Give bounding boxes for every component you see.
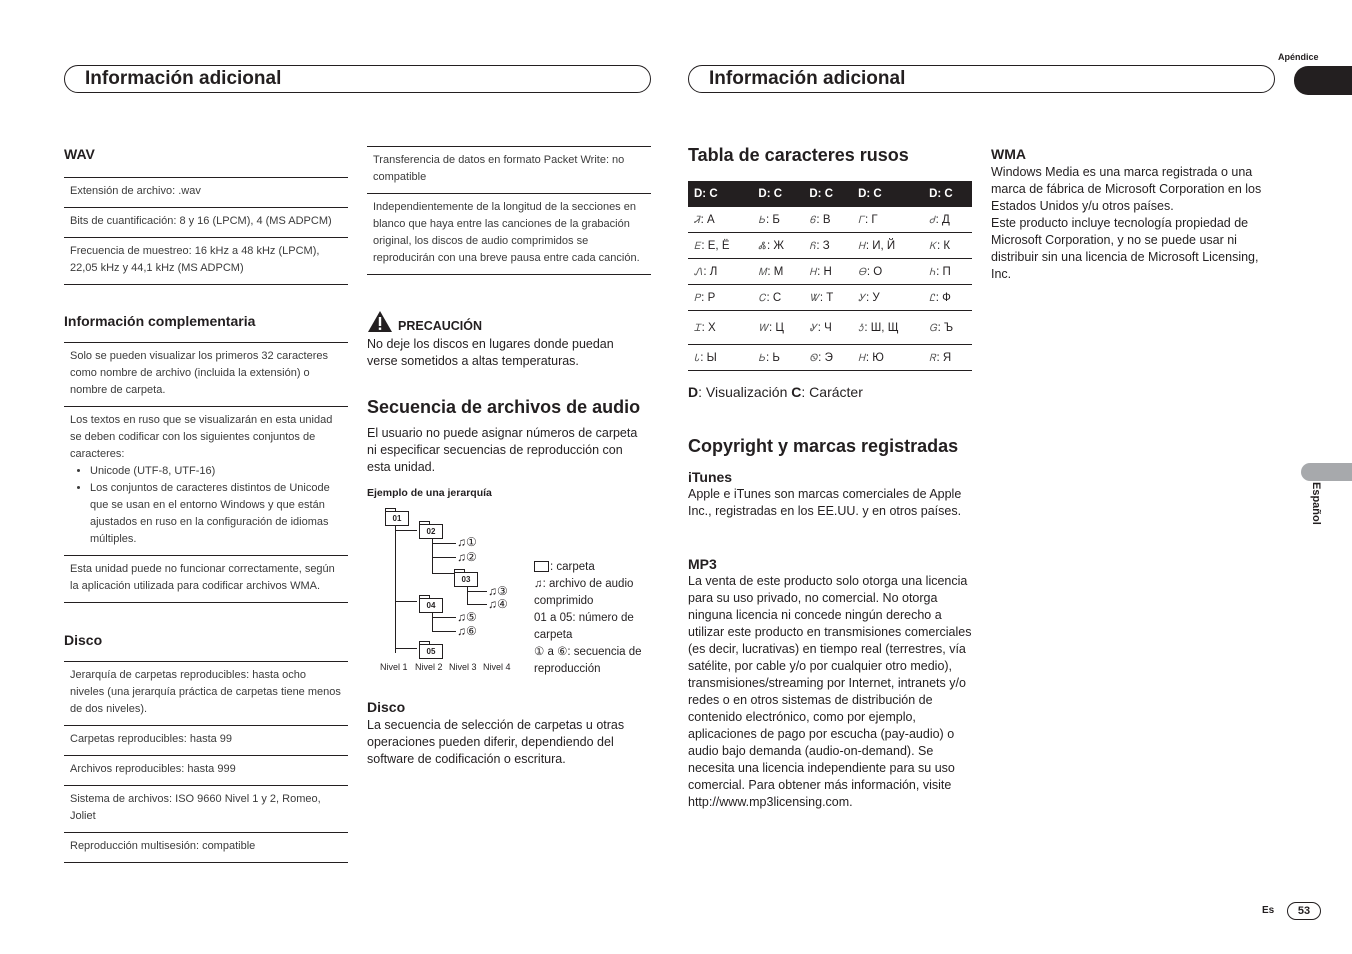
copyright-heading: Copyright y marcas registradas xyxy=(688,436,959,456)
column-header: D: C xyxy=(688,181,752,207)
display-glyph: Ꮃ xyxy=(758,322,769,334)
legend-c: C xyxy=(791,384,802,400)
table-cell: Ꮖ: Х xyxy=(688,311,752,345)
mp3-heading: MP3 xyxy=(688,556,717,572)
music-note-icon: ♫ xyxy=(457,550,466,564)
legend-c-text: : Carácter xyxy=(801,384,863,400)
display-glyph: Ꮲ xyxy=(694,292,701,304)
display-glyph: Ꮾ xyxy=(809,214,816,226)
disco-left-heading: Disco xyxy=(64,632,103,648)
section-label: Apéndice xyxy=(1278,52,1319,62)
table-cell: Ꮍ: Ч xyxy=(803,311,852,345)
cyrillic-char: Я xyxy=(942,351,952,364)
cyrillic-char: П xyxy=(942,265,951,278)
table-row: Carpetas reproducibles: hasta 99 xyxy=(64,726,348,756)
display-glyph: Ꮌ xyxy=(858,322,864,334)
table-cell: Ꮾ: В xyxy=(803,207,852,233)
table-row xyxy=(688,345,972,371)
table-cell: Ꭹ: У xyxy=(852,285,923,311)
legend-item: ① a ⑥: secuencia de reproducción xyxy=(534,646,642,675)
list-item: • Los conjuntos de caracteres distintos de Unicode que se usan en el entorno Windows y que están ajustados en ruso en la configuración de idiomas múltiples. xyxy=(90,480,342,548)
cyrillic-char: Ф xyxy=(942,291,951,304)
table-row xyxy=(688,259,972,285)
cyrillic-char: Т xyxy=(826,291,834,304)
table-cell: Ꮭ: Ф xyxy=(923,285,972,311)
column-header: D: C xyxy=(852,181,923,207)
display-glyph: Ꮭ xyxy=(929,292,935,304)
table-cell: Ꮯ: С xyxy=(752,285,803,311)
table-row: Solo se pueden visualizar los primeros 32 caracteres como nombre de archivo (incluida la extensión) o nombre de carpeta. xyxy=(64,343,348,407)
warning-icon xyxy=(367,310,393,333)
display-glyph: Ꮷ xyxy=(929,214,935,226)
wav-heading: WAV xyxy=(64,146,95,162)
legend-item: 01 a 05: número de carpeta xyxy=(534,612,634,641)
russian-legend xyxy=(688,384,863,400)
cyrillic-char: К xyxy=(943,239,951,252)
mp3-link[interactable]: http://www.mp3licensing.com. xyxy=(688,795,853,809)
display-glyph: Ꮋ xyxy=(858,352,865,364)
track-number: ④ xyxy=(497,597,508,611)
table-cell: Ꮎ: О xyxy=(852,259,923,285)
secuencia-heading: Secuencia de archivos de audio xyxy=(367,397,641,417)
itunes-heading: iTunes xyxy=(688,469,733,485)
display-glyph: Ꮑ xyxy=(694,266,703,278)
cyrillic-char: Д xyxy=(942,213,950,226)
table-cell: Ꮁ: Г xyxy=(852,207,923,233)
table-row: Bits de cuantificación: 8 y 16 (LPCM), 4 (MS ADPCM) xyxy=(64,208,348,238)
table-row: Reproducción multisesión: compatible xyxy=(70,840,256,852)
track-2 xyxy=(457,550,477,564)
cyrillic-char: Н xyxy=(823,265,832,278)
disco-mid-text: La secuencia de selección de carpetas u otras operaciones pueden diferir, dependiendo del software de codificación o escritura. xyxy=(367,718,625,766)
table-row xyxy=(688,207,972,233)
left-page-title: Información adicional xyxy=(85,68,282,89)
bullet-list xyxy=(70,463,342,548)
language-label: Español xyxy=(1310,482,1322,525)
table-row: Jerarquía de carpetas reproducibles: hasta ocho niveles (una jerarquía práctica de carpetas tiene menos de dos niveles). xyxy=(64,662,348,726)
cyrillic-char: С xyxy=(772,291,782,304)
wma-heading: WMA xyxy=(991,146,1026,162)
track-3 xyxy=(488,584,508,598)
hierarchy-diagram xyxy=(378,505,528,680)
folder-icon: 05 xyxy=(419,644,443,659)
cyrillic-char: Х xyxy=(707,321,716,334)
table-cell: Ꭼ: Е, Ё xyxy=(688,233,752,259)
music-note-icon: ♫ xyxy=(457,624,466,638)
display-glyph: Ꮨ xyxy=(694,214,700,226)
cyrillic-char: В xyxy=(822,213,831,226)
column-header: D: C xyxy=(803,181,852,207)
itunes-text: Apple e iTunes son marcas comerciales de Apple Inc., registradas en los EE.UU. y en otros países. xyxy=(688,487,962,518)
right-title-pill xyxy=(688,65,1275,93)
cyrillic-char: Ъ xyxy=(944,321,954,334)
table-cell: Ꮐ: Ъ xyxy=(923,311,972,345)
table-cell: Ꮟ: Б xyxy=(752,207,803,233)
cyrillic-char: Е, Ё xyxy=(707,239,730,252)
display-glyph: Ꮇ xyxy=(758,266,767,278)
track-4 xyxy=(488,597,508,611)
display-glyph: Ꮟ xyxy=(758,214,765,226)
info-comp-table xyxy=(64,342,348,603)
table-row: Extensión de archivo: .wav xyxy=(64,178,348,208)
display-glyph: Ꮋ xyxy=(809,266,817,278)
table-row xyxy=(688,233,972,259)
diagram-legend xyxy=(534,559,649,678)
cyrillic-char: Ч xyxy=(824,321,832,334)
display-glyph: Ꮖ xyxy=(694,322,701,334)
table-cell: Ꮨ: А xyxy=(688,207,752,233)
table-cell: Ꮬ: Ж xyxy=(752,233,803,259)
language-tab xyxy=(1301,463,1352,481)
disco-mid-heading: Disco xyxy=(367,699,406,715)
caution-title: PRECAUCIÓN xyxy=(398,319,483,333)
display-glyph: Ꮐ xyxy=(929,322,937,334)
black-section-tab xyxy=(1294,66,1352,95)
table-row: Esta unidad puede no funcionar correctamente, según la aplicación utilizada para codificar archivos WMA. xyxy=(70,563,335,592)
disco-left-table xyxy=(64,661,348,863)
cyrillic-char: Л xyxy=(709,265,718,278)
column-header: D: C xyxy=(923,181,972,207)
wma-text-2: Este producto incluye tecnología propiedad de Microsoft Corporation, y no se puede usar ni distribuir sin una licencia de Microsoft Licensing, Inc. xyxy=(991,216,1259,281)
cyrillic-char: А xyxy=(706,213,715,226)
display-glyph: Ꭹ xyxy=(858,292,865,304)
table-cell: Ꮒ: П xyxy=(923,259,972,285)
music-note-icon: ♫ xyxy=(457,535,466,549)
cyrillic-char: Ш, Щ xyxy=(870,321,899,334)
track-1 xyxy=(457,535,477,549)
table-cell: Ꮷ: Д xyxy=(923,207,972,233)
cyrillic-char: Ж xyxy=(773,239,785,252)
cyrillic-char: Э xyxy=(824,351,833,364)
right-page-title: Información adicional xyxy=(709,68,906,89)
display-glyph: Ꮶ xyxy=(929,240,936,252)
display-glyph: Ꮻ xyxy=(809,352,818,364)
table-cell: Ꮑ: Л xyxy=(688,259,752,285)
track-5 xyxy=(457,610,477,624)
table-cell: Ꮤ: Т xyxy=(803,285,852,311)
music-note-icon: ♫ xyxy=(457,610,466,624)
level-label: Nivel 1 xyxy=(380,662,408,672)
cyrillic-char: Ю xyxy=(872,351,884,364)
caution-text: No deje los discos en lugares donde puedan verse sometidos a altas temperaturas. xyxy=(367,337,614,368)
row-text: Los textos en ruso que se visualizarán en esta unidad se deben codificar con los siguientes conjuntos de caracteres: xyxy=(70,414,333,460)
page-number: 53 xyxy=(1287,902,1321,920)
column-header: D: C xyxy=(752,181,803,207)
mp3-text xyxy=(688,573,973,811)
display-glyph: Ꮬ xyxy=(758,240,766,252)
display-glyph: Ꮍ xyxy=(809,322,817,334)
table-row: Independientemente de la longitud de la secciones en blanco que haya entre las canciones de la grabación original, los discos de audio comprimidos se reproducirán con una breve pausa entre cada canción. xyxy=(373,201,640,264)
footer-lang: Es xyxy=(1262,905,1275,916)
display-glyph: Ꮋ xyxy=(858,240,865,252)
music-note-icon: ♫ xyxy=(488,584,497,598)
display-glyph: Ꮒ xyxy=(929,266,936,278)
table-cell: Ꮃ: Ц xyxy=(752,311,803,345)
folder-icon: 04 xyxy=(419,598,443,613)
table-cell: Ꮢ: Я xyxy=(923,345,972,371)
info-comp-heading: Información complementaria xyxy=(64,313,256,329)
table-cell: Ꮻ: Э xyxy=(803,345,852,371)
display-glyph: Ꮢ xyxy=(929,352,936,364)
table-cell: Ꮲ: Р xyxy=(688,285,752,311)
table-row: Transferencia de datos en formato Packet Write: no compatible xyxy=(367,147,651,194)
table-cell: Ꮋ: Н xyxy=(803,259,852,285)
legend-d-text: : Visualización xyxy=(698,384,792,400)
folder-icon: 01 xyxy=(385,511,409,526)
level-label: Nivel 3 xyxy=(449,662,477,672)
folder-icon xyxy=(534,561,549,572)
display-glyph: Ᏺ xyxy=(809,240,816,252)
table-row: Archivos reproducibles: hasta 999 xyxy=(64,756,348,786)
cyrillic-char: И, Й xyxy=(872,239,896,252)
wma-text-1: Windows Media es una marca registrada o una marca de fábrica de Microsoft Corporation en los Estados Unidos y/u otros países. xyxy=(991,165,1262,213)
table-cell: Ꮌ: Ш, Щ xyxy=(852,311,923,345)
russian-table xyxy=(688,181,972,371)
music-note-icon: ♫ xyxy=(534,578,543,590)
level-label: Nivel 2 xyxy=(415,662,443,672)
example-title: Ejemplo de una jerarquía xyxy=(367,487,492,499)
legend-item: : carpeta xyxy=(534,559,649,576)
table-row xyxy=(688,285,972,311)
mid-table xyxy=(367,146,651,275)
table-row xyxy=(688,311,972,345)
table-cell: Ꮟ: Ь xyxy=(752,345,803,371)
mp3-body: La venta de este producto solo otorga una licencia para su uso privado, no comercial. No otorga ninguna licencia ni concede ningún derecho a utilizar este producto en transmisiones comerciales (es decir, lucrativas) en tiempo real (terrestres, vía satélite, por cable y/o por cualquier otro medio), transmisiones/streaming por Internet, intranets y/o redes o en otros sistemas de distribución de contenido electrónico, como por ejemplo, aplicaciones de pago por escucha (pay-audio) o audio bajo demanda (audio-on-demand). Se necesita una licencia independiente para su uso comercial. Para obtener más información, visite xyxy=(688,574,972,792)
cyrillic-char: Ц xyxy=(775,321,784,334)
russian-heading: Tabla de caracteres rusos xyxy=(688,145,909,165)
folder-icon: 02 xyxy=(419,524,443,539)
display-glyph: Ꭼ xyxy=(694,240,701,252)
display-glyph: Ꮯ xyxy=(758,292,766,304)
left-title-pill xyxy=(64,65,651,93)
track-number: ⑥ xyxy=(466,624,477,638)
track-number: ② xyxy=(466,550,477,564)
display-glyph: Ꮟ xyxy=(758,352,765,364)
cyrillic-char: М xyxy=(773,265,784,278)
track-6 xyxy=(457,624,477,638)
folder-icon: 03 xyxy=(454,572,478,587)
display-glyph: Ꮤ xyxy=(809,292,819,304)
display-glyph: Ꮎ xyxy=(858,266,866,278)
wav-table xyxy=(64,177,348,285)
legend-item: ♫: archivo de audio comprimido xyxy=(534,578,634,607)
table-row: Frecuencia de muestreo: 16 kHz a 48 kHz (LPCM), 22,05 kHz y 44,1 kHz (MS ADPCM) xyxy=(70,245,320,274)
list-item: • Unicode (UTF-8, UTF-16) xyxy=(90,463,342,480)
cyrillic-char: З xyxy=(822,239,830,252)
cyrillic-char: Г xyxy=(871,213,878,226)
cyrillic-char: Ь xyxy=(772,351,780,364)
display-glyph: Ꮁ xyxy=(858,214,865,226)
table-cell: Ꮋ: И, Й xyxy=(852,233,923,259)
table-cell: Ᏺ: З xyxy=(803,233,852,259)
cyrillic-char: Б xyxy=(772,213,780,226)
table-cell: Ꮋ: Ю xyxy=(852,345,923,371)
track-number: ① xyxy=(466,535,477,549)
cyrillic-char: Р xyxy=(707,291,716,304)
display-glyph: Ꮣ xyxy=(694,352,700,364)
music-note-icon: ♫ xyxy=(488,597,497,611)
table-cell: Ꮣ: Ы xyxy=(688,345,752,371)
cyrillic-char: У xyxy=(872,291,880,304)
table-cell: Ꮇ: М xyxy=(752,259,803,285)
table-row xyxy=(64,407,348,556)
track-number: ⑤ xyxy=(466,610,477,624)
legend-d: D xyxy=(688,384,699,400)
cyrillic-char: Ы xyxy=(706,351,717,364)
cyrillic-char: О xyxy=(873,265,883,278)
level-label: Nivel 4 xyxy=(483,662,511,672)
secuencia-text: El usuario no puede asignar números de carpeta ni especificar secuencias de reproducción con esta unidad. xyxy=(367,426,638,474)
table-row: Sistema de archivos: ISO 9660 Nivel 1 y 2, Romeo, Joliet xyxy=(64,786,348,833)
track-number: ③ xyxy=(497,584,508,598)
table-cell: Ꮶ: К xyxy=(923,233,972,259)
